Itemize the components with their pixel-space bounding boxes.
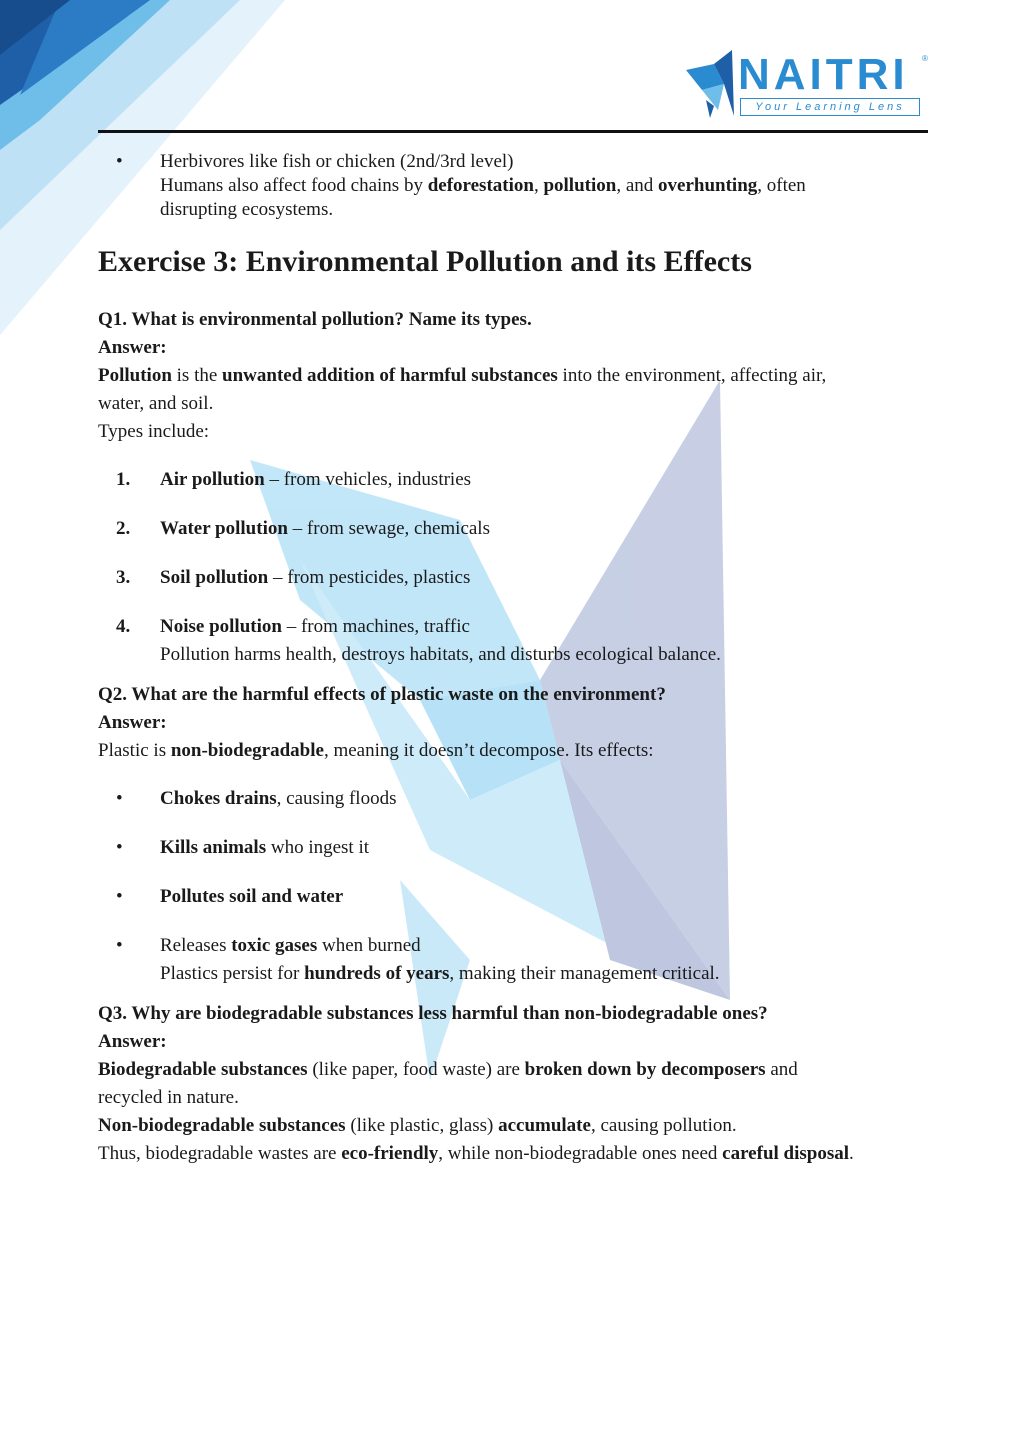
list-item: • Kills animals who ingest it [116, 837, 370, 858]
list-item: • Pollutes soil and water [116, 886, 344, 907]
intro-line-3: disrupting ecosystems. [160, 199, 334, 220]
naitri-logo [684, 50, 934, 122]
answer-paragraph-cont: water, and soil. [98, 393, 214, 414]
list-item: 4. Noise pollution – from machines, traffic Pollution harms health, destroys habitats, and disturbs ecological balance. [98, 613, 928, 669]
question-text: Q3. Why are biodegradable substances less harmful than non-biodegradable ones? [98, 1003, 768, 1024]
question-text: Q2. What are the harmful effects of plastic waste on the environment? [98, 684, 666, 705]
answer-paragraph: Pollution is the unwanted addition of harmful substances into the environment, affecting air, [98, 365, 827, 386]
question-text: Q1. What is environmental pollution? Name its types. [98, 309, 532, 330]
answer-conclusion: Thus, biodegradable wastes are eco-friendly, while non-biodegradable ones need careful disposal. [98, 1143, 854, 1164]
intro-line-2: Humans also affect food chains by deforestation, pollution, and overhunting, often [160, 175, 806, 196]
question-2 [98, 681, 928, 988]
answer-label: Answer: [98, 337, 167, 358]
answer-paragraph: Plastic is non-biodegradable, meaning it doesn’t decompose. Its effects: [98, 740, 654, 761]
registered-mark: ® [922, 54, 928, 63]
question-1 [98, 306, 928, 669]
logo-tagline: Your Learning Lens [740, 98, 920, 116]
intro-line-1: Herbivores like fish or chicken (2nd/3rd level) [160, 151, 514, 172]
answer-paragraph-cont: recycled in nature. [98, 1087, 239, 1108]
origami-fish-icon [684, 50, 738, 120]
answer-label: Answer: [98, 712, 167, 733]
exercise-heading: Exercise 3: Environmental Pollution and its Effects [98, 245, 752, 278]
effects-list [98, 785, 928, 988]
types-intro: Types include: [98, 421, 210, 442]
header-rule [98, 130, 928, 133]
answer-paragraph: Non-biodegradable substances (like plastic, glass) accumulate, causing pollution. [98, 1115, 737, 1136]
types-list [98, 466, 928, 669]
list-item: 3. Soil pollution – from pesticides, plastics [116, 567, 471, 588]
logo-wordmark: NAITRI [738, 50, 909, 99]
question-3 [98, 1000, 928, 1168]
bullet-mark: • [116, 151, 123, 172]
q1-closing: Pollution harms health, destroys habitats, and disturbs ecological balance. [160, 644, 721, 665]
answer-paragraph: Biodegradable substances (like paper, food waste) are broken down by decomposers and [98, 1059, 798, 1080]
q2-closing: Plastics persist for hundreds of years, making their management critical. [160, 963, 720, 984]
list-item: • Chokes drains, causing floods [116, 788, 397, 809]
list-item: • Releases toxic gases when burned Plastics persist for hundreds of years, making their management critical. [98, 932, 928, 988]
answer-label: Answer: [98, 1031, 167, 1052]
list-item: 1. Air pollution – from vehicles, industries [116, 469, 472, 490]
list-item: 2. Water pollution – from sewage, chemicals [116, 518, 490, 539]
list-item [98, 150, 928, 222]
page-content [98, 150, 928, 1168]
